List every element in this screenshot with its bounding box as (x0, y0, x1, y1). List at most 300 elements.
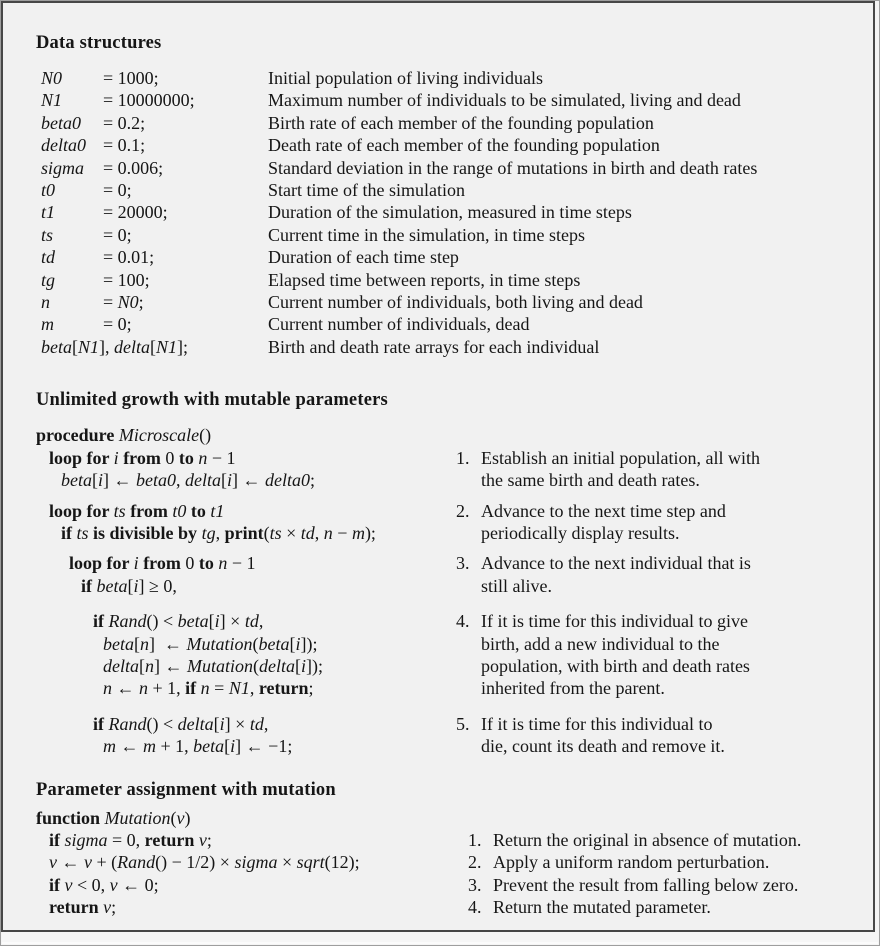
code-block (36, 610, 859, 700)
variable-text: Rand (108, 713, 147, 734)
keyword-text: to (174, 447, 199, 468)
algorithm-box (1, 1, 875, 932)
note-line: Prevent the result from falling below zero. (493, 874, 799, 895)
note-number: 4. (468, 897, 482, 918)
note-line: Advance to the next time step and (481, 500, 726, 521)
keyword-text: loop for (49, 447, 114, 468)
code-column (36, 447, 456, 492)
window-bottom-strip (2, 932, 878, 944)
variable-text: i (227, 470, 233, 491)
variable-text: t0 (41, 180, 56, 201)
plain-text: [ (134, 633, 140, 654)
variable-text: i (230, 736, 236, 757)
variable-text: beta0 (41, 112, 81, 133)
plain-text: [ (224, 736, 231, 757)
variable-description: Maximum number of individuals to be simulated, living and dead (268, 90, 741, 111)
mutation-pseudocode (36, 807, 859, 919)
variable-text: beta (103, 633, 134, 654)
plain-text: ; (310, 470, 316, 491)
plain-text: ) (184, 807, 191, 828)
variable-value (103, 291, 268, 313)
code-line (36, 807, 468, 829)
variable-description: Current number of individuals, both living and dead (268, 292, 643, 313)
variable-text: N0 (41, 68, 63, 88)
code-block (36, 896, 859, 918)
variable-text: i (133, 575, 139, 596)
variable-text: N1 (156, 336, 178, 357)
plain-text: = 0, (107, 829, 145, 850)
code-block (36, 500, 859, 545)
variable-text: v (103, 897, 112, 918)
note-number: 2. (456, 500, 470, 521)
variable-text: i (219, 713, 225, 734)
plain-text: = 100; (103, 269, 150, 290)
side-note (468, 829, 801, 851)
note-line: the same birth and death rates. (481, 470, 700, 491)
note-text (493, 874, 798, 896)
note-number: 1. (468, 829, 482, 850)
variable-description: Duration of each time step (268, 247, 459, 268)
variable-text: delta0 (265, 470, 311, 491)
variable-text: Rand (108, 611, 147, 632)
plain-text: = 0.1; (103, 135, 146, 156)
variable-text: delta0 (41, 135, 86, 156)
code-line (36, 677, 456, 699)
plain-text: ] × (224, 713, 250, 734)
plain-text: ← (116, 736, 143, 757)
note-number: 4. (456, 611, 470, 632)
plain-text: = 0; (103, 180, 132, 201)
plain-text: 0 (165, 447, 175, 468)
plain-text: , (263, 713, 269, 734)
variable-name (41, 291, 103, 313)
variable-text: t0 (172, 500, 187, 521)
variable-description: Birth and death rate arrays for each individual (268, 336, 600, 357)
variable-name (41, 336, 268, 358)
variable-text: delta (185, 470, 222, 491)
note-line: Advance to the next individual that is (481, 553, 751, 574)
keyword-text: loop for (49, 500, 114, 521)
variable-text: Rand (117, 852, 156, 873)
code-column (36, 896, 468, 918)
code-column (36, 500, 456, 545)
code-column (36, 713, 456, 758)
code-block (36, 552, 859, 597)
variable-text: sigma (64, 829, 108, 850)
code-column (36, 874, 468, 896)
keyword-text: return (49, 897, 104, 918)
variable-text: v (176, 807, 185, 828)
variable-text: n (200, 678, 210, 699)
variable-text: delta (259, 655, 295, 676)
keyword-text: procedure (36, 425, 119, 446)
code-block (36, 807, 859, 829)
side-note (456, 552, 751, 597)
plain-text: + 1, (156, 736, 194, 757)
code-line (36, 896, 468, 918)
plain-text: − 1 (207, 447, 236, 468)
code-block (36, 829, 859, 851)
plain-text: ( (263, 522, 270, 543)
keyword-text: if (93, 713, 109, 734)
section-heading-mutation: Parameter assignment with mutation (36, 779, 336, 800)
variable-text: ts (41, 224, 54, 245)
variable-text: beta (61, 470, 92, 491)
plain-text: [ (72, 336, 78, 357)
side-note (456, 610, 750, 700)
variable-text: beta (41, 336, 72, 357)
variable-value (103, 269, 268, 291)
algorithm-content (36, 31, 859, 919)
note-line: If it is time for this individual to give (481, 611, 748, 632)
note-line: still alive. (481, 575, 552, 596)
plain-text: − (332, 522, 352, 543)
variable-text: beta (96, 575, 128, 596)
code-line (36, 713, 456, 735)
variable-description: Current number of individuals, dead (268, 314, 530, 335)
code-line (36, 735, 456, 757)
variable-text: n (323, 522, 333, 543)
variable-text: sigma (234, 852, 278, 873)
side-note (468, 851, 769, 873)
side-note (456, 713, 725, 758)
plain-text: [ (213, 713, 220, 734)
plain-text: , (249, 678, 259, 699)
section-heading-data-structures: Data structures (36, 33, 162, 53)
plain-text: () − 1/2) × (155, 852, 235, 873)
code-column (36, 807, 468, 829)
variable-text: tg (41, 269, 56, 290)
variable-description: Elapsed time between reports, in time steps (268, 269, 581, 290)
variable-text: t1 (210, 500, 225, 521)
code-block (36, 447, 859, 492)
variable-name (41, 269, 103, 291)
variable-name (41, 134, 103, 156)
plain-text: ; (111, 897, 117, 918)
plain-text: [ (221, 470, 228, 491)
plain-text: = 0; (103, 314, 132, 335)
plain-text: ( (170, 807, 177, 828)
plain-text: , (314, 522, 324, 543)
code-column (36, 552, 456, 597)
keyword-text: if (49, 874, 65, 895)
plain-text: = 1000; (103, 68, 159, 88)
variable-text: n (41, 292, 50, 313)
note-line: Return the mutated parameter. (493, 897, 711, 918)
variable-text: ts (76, 522, 89, 543)
variable-text: N1 (228, 678, 250, 699)
plain-text: = 20000; (103, 202, 168, 223)
plain-text: = 0.006; (103, 157, 164, 178)
variable-text: v (198, 829, 207, 850)
plain-text: ]; (177, 336, 189, 357)
side-note (456, 500, 726, 545)
note-text (481, 447, 760, 492)
variable-text: beta0 (136, 470, 177, 491)
plain-text: ]); (306, 655, 324, 676)
keyword-text: from (125, 500, 173, 521)
variable-value (103, 179, 268, 201)
variable-value (103, 246, 268, 268)
keyword-text: to (194, 553, 219, 574)
plain-text: ] × (219, 611, 245, 632)
variable-value (103, 157, 268, 179)
variable-value (103, 67, 268, 89)
code-column (36, 829, 468, 851)
variable-text: beta (177, 611, 209, 632)
variable-name (41, 179, 103, 201)
plain-text: ] ← (103, 470, 137, 491)
plain-text: [ (92, 470, 98, 491)
plain-text: ( (253, 655, 259, 676)
variable-description: Current time in the simulation, in time steps (268, 224, 585, 245)
note-number: 5. (456, 713, 470, 734)
variable-value (103, 89, 268, 111)
plain-text: () < (146, 611, 178, 632)
code-line (36, 552, 456, 574)
plain-text: − 1 (227, 553, 256, 574)
plain-text: ); (364, 522, 376, 543)
variable-row (41, 246, 859, 268)
note-line: If it is time for this individual to (481, 713, 713, 734)
code-line (36, 575, 456, 597)
variable-text: ts (113, 500, 126, 521)
note-line: inherited from the parent. (481, 678, 665, 699)
variable-text: v (49, 852, 57, 873)
variable-row (41, 224, 859, 246)
note-text (481, 713, 725, 758)
plain-text: ; (138, 292, 144, 313)
variable-text: n (145, 655, 154, 676)
plain-text: ] ← (149, 633, 187, 654)
keyword-text: print (224, 522, 264, 543)
variable-row (41, 134, 859, 156)
note-line: population, with birth and death rates (481, 655, 750, 676)
keyword-text: to (186, 500, 211, 521)
plain-text: = 0.01; (103, 247, 155, 268)
code-block (36, 851, 859, 873)
variable-name (41, 89, 103, 111)
variable-text: v (109, 874, 118, 895)
note-line: periodically display results. (481, 522, 680, 543)
variable-description: Start time of the simulation (268, 180, 465, 201)
variable-text: i (214, 611, 220, 632)
plain-text: () < (146, 713, 178, 734)
plain-text: ← 0; (117, 874, 159, 895)
keyword-text: if (81, 575, 97, 596)
variable-text: v (64, 874, 73, 895)
plain-text: < 0, (72, 874, 110, 895)
plain-text: = 0; (103, 224, 132, 245)
variable-text: Mutation (104, 807, 171, 828)
variable-row (41, 291, 859, 313)
variable-text: tg (201, 522, 216, 543)
variable-name (41, 67, 103, 89)
variable-row (41, 179, 859, 201)
variable-description: Birth rate of each member of the founding population (268, 112, 654, 133)
plain-text: , (176, 470, 186, 491)
plain-text: ], (99, 336, 115, 357)
code-line (36, 424, 456, 446)
note-line: Apply a uniform random perturbation. (493, 852, 770, 873)
plain-text: [ (139, 655, 145, 676)
code-line (36, 874, 468, 896)
note-number: 2. (468, 852, 482, 873)
variable-description: Death rate of each member of the founding population (268, 135, 660, 156)
variable-name (41, 313, 103, 335)
variable-name (41, 201, 103, 223)
keyword-text: return (258, 678, 309, 699)
variable-text: Microscale (118, 425, 200, 446)
variable-text: i (98, 470, 104, 491)
note-number: 3. (456, 553, 470, 574)
plain-text: [ (208, 611, 215, 632)
variable-description: Initial population of living individuals (268, 68, 543, 88)
code-line (36, 500, 456, 522)
variable-row (41, 269, 859, 291)
variable-row (41, 201, 859, 223)
variable-text: sigma (41, 157, 85, 178)
plain-text: , (258, 611, 264, 632)
plain-text: ( (252, 633, 259, 654)
keyword-text: if (185, 678, 201, 699)
variable-text: n (140, 633, 149, 654)
plain-text: [ (289, 633, 296, 654)
variable-text: delta (114, 336, 151, 357)
variable-text: m (351, 522, 365, 543)
variable-row (41, 67, 859, 89)
note-line: Return the original in absence of mutation. (493, 829, 802, 850)
plain-text: ← (112, 678, 139, 699)
variable-value (103, 134, 268, 156)
variable-row (41, 112, 859, 134)
side-note (468, 896, 711, 918)
variable-text: sqrt (296, 852, 325, 873)
variable-value (103, 201, 268, 223)
variable-row (41, 89, 859, 111)
note-text (493, 851, 769, 873)
code-block (36, 713, 859, 758)
plain-text: + 1, (148, 678, 186, 699)
plain-text: × (281, 522, 301, 543)
variable-text: m (41, 314, 54, 335)
variable-value (103, 313, 268, 335)
side-note (468, 874, 798, 896)
variable-name (41, 224, 103, 246)
side-note (456, 447, 760, 492)
plain-text: [ (150, 336, 157, 357)
code-block (36, 424, 859, 446)
code-column (36, 851, 468, 873)
plain-text: ]); (300, 633, 318, 654)
variable-value (103, 112, 268, 134)
variable-text: i (133, 553, 139, 574)
code-line (36, 469, 456, 491)
variable-text: td (249, 713, 264, 734)
plain-text: = (103, 292, 118, 313)
plain-text: ← (57, 852, 84, 873)
plain-text: [ (127, 575, 134, 596)
note-text (493, 829, 801, 851)
plain-text: 0 (185, 553, 195, 574)
note-line: birth, add a new individual to the (481, 633, 720, 654)
variable-text: m (103, 736, 116, 757)
variable-text: t1 (41, 202, 56, 223)
code-line (36, 447, 456, 469)
plain-text: ; (206, 829, 212, 850)
code-column (36, 424, 456, 446)
plain-text: ] ← −1; (235, 736, 293, 757)
variable-value (103, 224, 268, 246)
keyword-text: is divisible by (88, 522, 202, 543)
plain-text: ; (308, 678, 314, 699)
plain-text: (12); (324, 852, 360, 873)
keyword-text: loop for (69, 553, 134, 574)
variable-text: N0 (117, 292, 139, 313)
variable-description: Duration of the simulation, measured in time steps (268, 202, 632, 223)
variable-text: N1 (78, 336, 100, 357)
keyword-text: if (61, 522, 77, 543)
plain-text: ] ← (154, 655, 187, 676)
keyword-text: if (93, 611, 109, 632)
keyword-text: from (118, 447, 166, 468)
variable-text: i (295, 633, 301, 654)
variable-text: td (300, 522, 315, 543)
variable-description: Standard deviation in the range of mutations in birth and death rates (268, 157, 758, 178)
plain-text: () (199, 425, 212, 446)
variable-text: n (139, 678, 148, 699)
plain-text: × (277, 852, 297, 873)
plain-text: + ( (92, 852, 118, 873)
variable-text: n (103, 678, 112, 699)
code-line (36, 829, 468, 851)
variable-text: n (198, 447, 208, 468)
variable-text: Mutation (186, 633, 253, 654)
code-line (36, 655, 456, 677)
keyword-text: return (144, 829, 199, 850)
plain-text: = 10000000; (103, 90, 195, 111)
variable-text: ts (269, 522, 282, 543)
plain-text: = (209, 678, 229, 699)
variable-text: delta (103, 655, 139, 676)
code-block (36, 874, 859, 896)
note-number: 1. (456, 447, 470, 468)
variable-text: N1 (41, 90, 63, 111)
note-line: Establish an initial population, all with (481, 447, 760, 468)
plain-text: , (215, 522, 225, 543)
plain-text: = 0.2; (103, 112, 146, 133)
keyword-text: from (138, 553, 186, 574)
variable-table (41, 67, 859, 358)
code-line (36, 851, 468, 873)
code-line (36, 610, 456, 632)
note-text (481, 552, 751, 597)
variable-name (41, 157, 103, 179)
variable-text: Mutation (187, 655, 253, 676)
note-number: 3. (468, 874, 482, 895)
variable-text: n (218, 553, 228, 574)
keyword-text: function (36, 807, 105, 828)
note-line: die, count its death and remove it. (481, 736, 725, 757)
variable-text: beta (258, 633, 290, 654)
variable-text: i (301, 655, 307, 676)
code-column (36, 610, 456, 700)
plain-text: [ (295, 655, 301, 676)
variable-text: m (143, 736, 156, 757)
plain-text: ] ← (232, 470, 266, 491)
note-text (481, 610, 750, 700)
plain-text: ] ≥ 0, (138, 575, 177, 596)
